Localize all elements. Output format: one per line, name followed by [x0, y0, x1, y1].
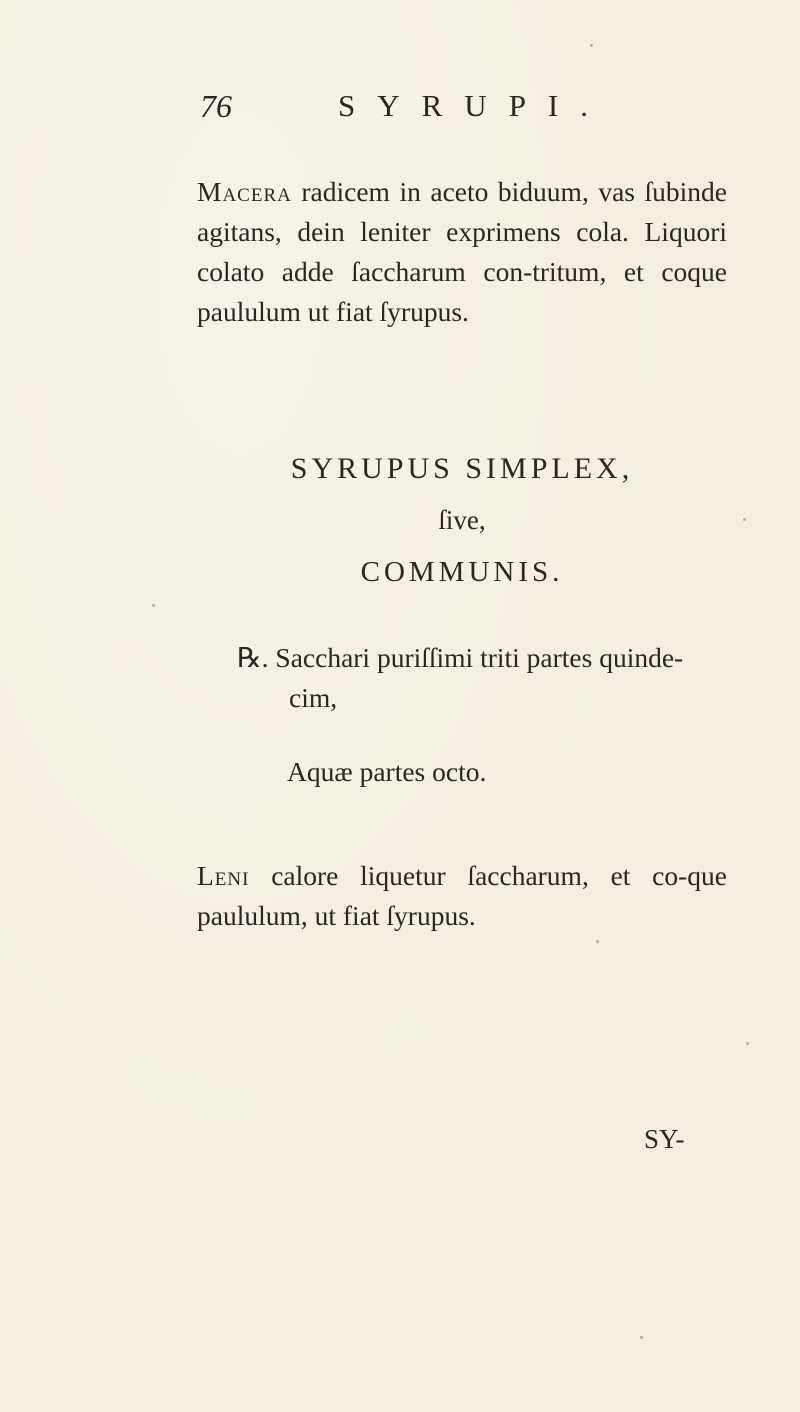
ingredient-line: ℞. Sacchari puriſſimi triti partes quinde-	[237, 642, 684, 673]
paper-speck	[590, 44, 593, 47]
paper-speck	[746, 1042, 749, 1045]
running-title: SYRUPI.	[338, 88, 611, 123]
recipe-ingredient-sugar	[237, 638, 737, 718]
recipe-title: SYRUPUS SIMPLEX,	[290, 452, 634, 485]
catchword: SY-	[644, 1124, 685, 1154]
recipe-title-connector: ſive,	[438, 505, 486, 535]
running-head	[200, 88, 640, 128]
paper-speck	[596, 940, 599, 943]
paper-speck	[640, 1336, 643, 1339]
paragraph-initial-word: Macera	[197, 176, 292, 207]
paragraph-initial-word: Leni	[197, 860, 250, 891]
page-number: 76	[200, 88, 232, 124]
recipe-ingredient-water: Aquæ partes octo.	[287, 756, 487, 787]
paper-speck	[152, 604, 155, 607]
paragraph-text: radicem in aceto biduum, vas ſubinde agitans, dein leniter exprimens cola. Liquori colato adde ſaccharum con-tritum, et coque paululum ut fiat ſyrupus.	[197, 176, 727, 327]
paragraph-text: calore liquetur ſaccharum, et co-que paululum, ut fiat ſyrupus.	[197, 860, 727, 931]
ingredient-line-continuation: cim,	[289, 682, 338, 713]
paragraph-leni	[197, 856, 727, 936]
paper-speck	[743, 518, 746, 521]
paragraph-macera	[197, 172, 727, 332]
recipe-alt-title: COMMUNIS.	[360, 556, 564, 588]
